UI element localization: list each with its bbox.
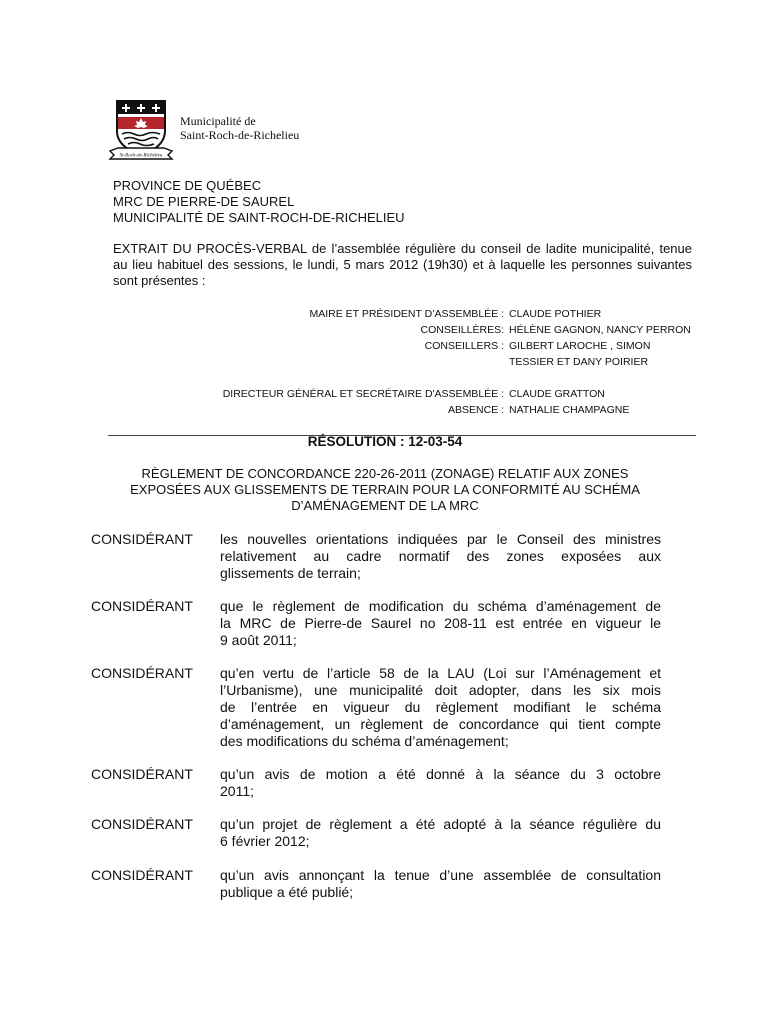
- considerant-label: CONSIDÉRANT: [91, 867, 193, 883]
- minutes-intro-paragraph: [113, 241, 692, 289]
- considerant-line: qu’un projet de règlement a été adopté à la séance régulière du: [220, 816, 661, 832]
- attendance-label: ABSENCE :: [447, 404, 504, 416]
- considerant-line: relativement au cadre normatif des zones exposées aux: [220, 548, 661, 564]
- attendance-label: CONSEILLERS :: [424, 340, 504, 352]
- regulation-subject: [90, 466, 680, 514]
- considerant-line: qu’un avis de motion a été donné à la séance du 3 octobre: [220, 766, 661, 782]
- considerant-line: la MRC de Pierre-de Saurel no 208-11 est entrée en vigueur le: [220, 615, 661, 631]
- svg-text:St-Roch-de-Richelieu: St-Roch-de-Richelieu: [119, 153, 163, 159]
- considerant-line: d’aménagement, un règlement de concordance qui tient compte: [220, 716, 661, 732]
- considerant-text: [220, 867, 661, 901]
- considerant-line: glissements de terrain;: [220, 565, 361, 581]
- considerant-line: publique a été publié;: [220, 884, 354, 900]
- attendance-value: HÉLÈNE GAGNON, NANCY PERRON: [509, 324, 691, 336]
- municipality-crest-logo: [108, 97, 174, 165]
- considerant-text: [220, 766, 661, 800]
- considerant-text: [220, 816, 661, 850]
- attendance-value: NATHALIE CHAMPAGNE: [509, 404, 630, 416]
- considerant-line: 9 août 2011;: [220, 632, 297, 648]
- considerant-label: CONSIDÉRANT: [91, 816, 193, 832]
- considerant-line: 2011;: [220, 783, 254, 799]
- considerant-line: les nouvelles orientations indiquées par le Conseil des ministres: [220, 531, 661, 547]
- considerant-line: que le règlement de modification du schéma d’aménagement de: [220, 598, 661, 614]
- municipality-name-line1: Municipalité de: [180, 114, 256, 128]
- regulation-subject-line: D’AMÉNAGEMENT DE LA MRC: [291, 498, 479, 513]
- considerant-text: [220, 531, 661, 582]
- attendance-value: TESSIER ET DANY POIRIER: [509, 356, 649, 368]
- minutes-intro-text: de l’assemblée régulière du conseil de ladite municipalité, tenue au lieu habituel des sessions, le lundi, 5 mars 2012 (19h30) et à laquelle les personnes suivantes sont présentes :: [113, 241, 692, 288]
- regulation-subject-line: RÈGLEMENT DE CONCORDANCE 220-26-2011 (ZONAGE) RELATIF AUX ZONES: [141, 466, 629, 481]
- considerant-line: des modifications du schéma d’aménagement;: [220, 733, 509, 749]
- considerant-line: 6 février 2012;: [220, 833, 310, 849]
- attendance-label: CONSEILLÈRES:: [420, 324, 504, 336]
- minutes-intro-lead: EXTRAIT DU PROCÈS-VERBAL: [113, 241, 307, 256]
- attendance-label: MAIRE ET PRÉSIDENT D’ASSEMBLÉE :: [309, 308, 504, 320]
- considerant-text: [220, 665, 661, 750]
- considerant-line: qu’en vertu de l’article 58 de la LAU (Loi sur l’Aménagement et: [220, 665, 661, 681]
- considerant-line: qu’un avis annonçant la tenue d’une assemblée de consultation: [220, 867, 661, 883]
- municipality-line: MUNICIPALITÉ DE SAINT-ROCH-DE-RICHELIEU: [113, 210, 405, 225]
- resolution-title: RÉSOLUTION : 12-03-54: [307, 434, 463, 449]
- considerant-line: l’Urbanisme), une municipalité doit adopter, dans les six mois: [220, 682, 661, 698]
- considerant-label: CONSIDÉRANT: [91, 766, 193, 782]
- attendance-value: CLAUDE POTHIER: [509, 308, 602, 320]
- considerant-line: de l’entrée en vigueur du règlement modifiant le schéma: [220, 699, 661, 715]
- regulation-subject-line: EXPOSÉES AUX GLISSEMENTS DE TERRAIN POUR LA CONFORMITÉ AU SCHÉMA: [130, 482, 640, 497]
- province-line: PROVINCE DE QUÉBEC: [113, 178, 262, 193]
- considerant-label: CONSIDÉRANT: [91, 665, 193, 681]
- mrc-line: MRC DE PIERRE-DE SAUREL: [113, 194, 295, 209]
- municipality-name-line2: Saint-Roch-de-Richelieu: [180, 128, 300, 142]
- attendance-label: DIRECTEUR GÉNÉRAL ET SECRÉTAIRE D'ASSEMBLÉE :: [222, 388, 504, 400]
- attendance-value: GILBERT LAROCHE , SIMON: [509, 340, 651, 352]
- attendance-value: CLAUDE GRATTON: [509, 388, 605, 400]
- considerant-text: [220, 598, 661, 649]
- considerant-label: CONSIDÉRANT: [91, 531, 193, 547]
- considerant-label: CONSIDÉRANT: [91, 598, 193, 614]
